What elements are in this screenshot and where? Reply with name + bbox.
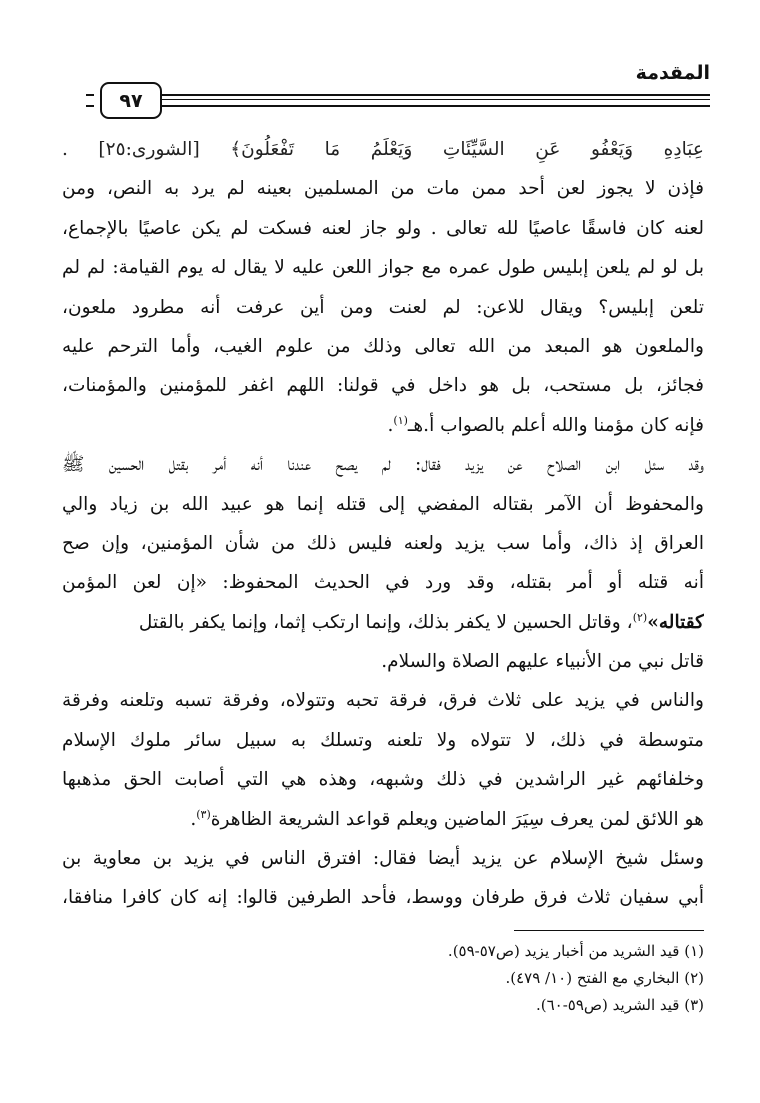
footnote: (١) قيد الشريد من أخبار يزيد (ص٥٧-٥٩).	[447, 942, 704, 960]
text-line: والناس في يزيد على ثلاث فرق، فرقة تحبه وتتولاه، وفرقة تسبه وتلعنه وفرقة	[62, 690, 704, 712]
footnote-separator	[514, 930, 704, 931]
text-line: عِبَادِهِ وَيَعْفُو عَنِ السَّيِّئَاتِ وَيَعْلَمُ مَا تَفْعَلُونَ﴾ [الشورى:٢٥] .	[62, 139, 704, 160]
line-text: هو اللائق لمن يعرف سِيَرَ الماضين ويعلم قواعد الشريعة الظاهرة	[210, 808, 704, 830]
text-line: أبي سفيان ثلاث فرق طرفان ووسط، فأحد الطرفين قالوا: إنه كان كافرا منافقا،	[62, 887, 704, 909]
hadith-text: كقتاله»	[647, 611, 704, 633]
line-text: ، وقاتل الحسين لا يكفر بذلك، وإنما ارتكب إثما، وإنما يكفر بالقتل	[138, 611, 633, 633]
text-line: والمحفوظ أن الآمر بقتاله المفضي إلى قتله إنما هو عبيد الله بن زياد والي	[62, 493, 704, 515]
line-text: فإنه كان مؤمنا والله أعلم بالصواب أ.هـ	[407, 414, 704, 436]
text-line: تلعن إبليس؟ ويقال للاعن: لم لعنت ومن أين عرفت أنه مطرود ملعون،	[62, 296, 704, 318]
text-line: فإنه كان مؤمنا والله أعلم بالصواب أ.هـ$^{(١)}$.	[387, 413, 704, 436]
footnote: (٢) البخاري مع الفتح (١٠/ ٤٧٩).	[505, 969, 704, 987]
page-number: ٩٧	[100, 82, 162, 119]
footnote-ref: (٢)	[632, 610, 648, 624]
footnote: (٣) قيد الشريد (ص٥٩-٦٠).	[535, 996, 704, 1014]
text-line: أنه قتله أو أمر بقتله، وقد ورد في الحديث المحفوظ: «إن لعن المؤمن	[62, 572, 704, 594]
text-line: لعنه كان فاسقًا عاصيًا لله تعالى . ولو جاز لعنه فسكت لم يكن عاصيًا بالإجماع،	[62, 217, 704, 239]
text-line: قاتل نبي من الأنبياء عليهم الصلاة والسلام.	[381, 651, 704, 673]
main-text	[62, 130, 704, 918]
running-header: المقدمة	[635, 62, 710, 84]
text-line: العراق إذ ذاك، وأما سب يزيد ولعنه فليس ذلك من شأن المؤمنين، وإن صح	[62, 532, 704, 554]
text-line	[62, 603, 704, 642]
text-line: وخلفائهم غير الراشدين في ذلك وشبهه، وهذه هي التي أصابت الحق مذهبها	[62, 769, 704, 791]
footnote-ref: (١)	[393, 413, 408, 427]
text-line: وسئل شيخ الإسلام عن يزيد أيضا فقال: افترق الناس في يزيد بن معاوية بن	[62, 848, 704, 870]
footnotes	[62, 938, 704, 1019]
text-line: فإذن لا يجوز لعن أحد ممن مات من المسلمين بعينه لم يرد به النص، ومن	[62, 178, 704, 200]
footnote-ref: (٣)	[196, 807, 211, 821]
header-rule	[162, 94, 710, 107]
text-line: والملعون هو المبعد من الله تعالى وذلك من علوم الغيب، وأما الترحم عليه	[62, 335, 704, 357]
header-rule-end	[86, 94, 94, 107]
text-line: فجائز، بل مستحب، بل هو داخل في قولنا: اللهم اغفر للمؤمنين والمؤمنات،	[62, 375, 704, 397]
text-line: هو اللائق لمن يعرف سِيَرَ الماضين ويعلم قواعد الشريعة الظاهرة$^{(٣)}$.	[190, 807, 704, 830]
text-line: متوسطة في ذلك، لا تتولاه ولا تلعنه وتسلك به سبيل سائر ملوك الإسلام	[62, 729, 704, 751]
text-line: بل لو لم يلعن إبليس طول عمره مع جواز اللعن عليه لا يقال له يوم القيامة: لم لم	[62, 257, 704, 279]
text-line: وقد سئل ابن الصلاح عن يزيد فقال: لم يصح عندنا أنه أمر بقتل الحسين ﷺ	[62, 454, 704, 476]
